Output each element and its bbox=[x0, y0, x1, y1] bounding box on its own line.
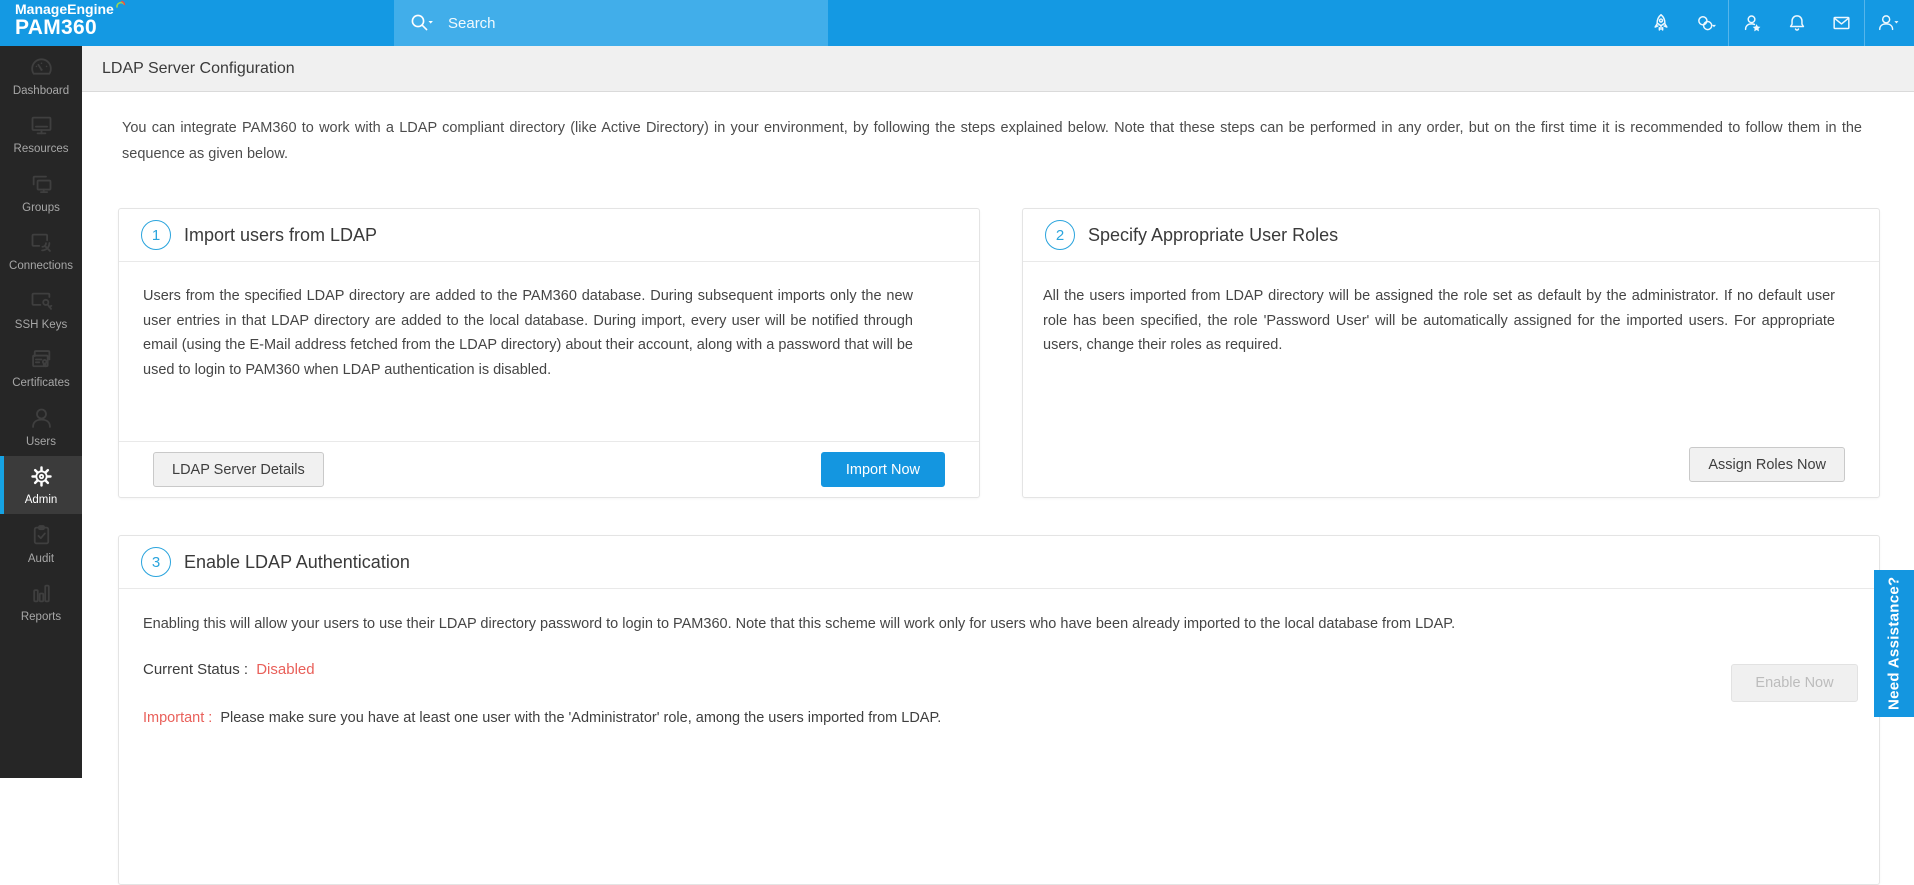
ssh-key-icon bbox=[28, 288, 55, 315]
topbar-icons bbox=[1638, 0, 1910, 46]
sidebar-item-label: Resources bbox=[13, 143, 69, 156]
step2-header bbox=[1023, 209, 1879, 262]
important-note-row bbox=[119, 678, 1879, 726]
bar-chart-icon bbox=[28, 580, 55, 607]
need-assistance-label: Need Assistance? bbox=[1885, 576, 1903, 711]
sidebar-item-connections[interactable] bbox=[0, 222, 82, 281]
user-menu-icon[interactable] bbox=[1865, 0, 1910, 46]
monitors-group-icon bbox=[28, 171, 55, 198]
sidebar-item-ssh-keys[interactable] bbox=[0, 280, 82, 339]
import-now-button[interactable]: Import Now bbox=[821, 452, 945, 487]
audit-clipboard-icon bbox=[28, 522, 55, 549]
step3-card bbox=[118, 535, 1880, 885]
status-value: Disabled bbox=[256, 661, 315, 678]
whats-new-rocket-icon[interactable] bbox=[1638, 0, 1683, 46]
sidebar-nav bbox=[0, 46, 82, 778]
step3-header bbox=[119, 536, 1879, 589]
sidebar-item-label: Reports bbox=[20, 611, 62, 624]
sidebar-item-reports[interactable] bbox=[0, 573, 82, 632]
enable-now-button[interactable]: Enable Now bbox=[1731, 664, 1858, 702]
sidebar-item-label: Dashboard bbox=[12, 84, 70, 97]
step2-number-badge: 2 bbox=[1045, 220, 1075, 250]
mail-icon[interactable] bbox=[1819, 0, 1864, 46]
brand-name: ManageEngine bbox=[15, 1, 114, 17]
sidebar-item-certificates[interactable] bbox=[0, 339, 82, 398]
sidebar-item-audit[interactable] bbox=[0, 514, 82, 573]
step2-title: Specify Appropriate User Roles bbox=[1088, 224, 1339, 245]
brand-swirl-icon bbox=[115, 0, 126, 11]
monitor-icon bbox=[28, 112, 55, 139]
step2-description: All the users imported from LDAP directory will be assigned the role set as default by the administrator. If no default user role has been specified, the role 'Password User' will be automatically assigned for the imported users. For appropriate users, change their roles as required. bbox=[1043, 288, 1835, 353]
page-title: LDAP Server Configuration bbox=[102, 59, 295, 77]
current-status-label: Current Status : bbox=[143, 661, 249, 678]
connection-satellite-icon bbox=[28, 229, 55, 256]
current-status-row bbox=[119, 635, 1879, 678]
important-text: Please make sure you have at least one user with the 'Administrator' role, among the users imported from LDAP. bbox=[220, 710, 942, 726]
gauge-icon bbox=[28, 54, 55, 81]
global-search bbox=[394, 0, 828, 46]
step3-title: Enable LDAP Authentication bbox=[184, 551, 410, 572]
search-input[interactable] bbox=[448, 15, 778, 32]
user-icon bbox=[28, 405, 55, 432]
step3-number-badge: 3 bbox=[141, 547, 171, 577]
sidebar-item-dashboard[interactable] bbox=[0, 46, 82, 105]
sidebar-item-users[interactable] bbox=[0, 397, 82, 456]
sidebar-item-resources[interactable] bbox=[0, 105, 82, 164]
page-header-bar bbox=[82, 46, 1914, 92]
certificate-icon bbox=[28, 346, 55, 373]
important-label: Important : bbox=[143, 710, 213, 726]
sidebar-item-label: Users bbox=[25, 435, 57, 448]
sidebar-item-label: SSH Keys bbox=[14, 318, 68, 331]
brand-logo[interactable] bbox=[15, 2, 126, 40]
sidebar-item-label: Certificates bbox=[12, 377, 70, 390]
notifications-bell-icon[interactable] bbox=[1774, 0, 1819, 46]
sidebar-item-label: Audit bbox=[27, 552, 55, 565]
assign-roles-now-button[interactable]: Assign Roles Now bbox=[1689, 447, 1845, 482]
step1-title: Import users from LDAP bbox=[184, 224, 378, 245]
brand-product: PAM360 bbox=[15, 16, 97, 40]
search-icon[interactable] bbox=[408, 11, 434, 35]
step1-header bbox=[119, 209, 979, 262]
need-assistance-tab[interactable] bbox=[1874, 570, 1914, 717]
sidebar-item-groups[interactable] bbox=[0, 163, 82, 222]
sidebar-item-label: Groups bbox=[22, 201, 60, 214]
quick-links-icon[interactable] bbox=[1683, 0, 1728, 46]
top-bar bbox=[0, 0, 1914, 46]
step1-footer bbox=[119, 441, 979, 497]
sidebar-item-admin[interactable] bbox=[0, 456, 82, 515]
step2-card bbox=[1022, 208, 1880, 498]
step1-number-badge: 1 bbox=[141, 220, 171, 250]
sidebar-item-label: Admin bbox=[24, 494, 58, 507]
step1-card bbox=[118, 208, 980, 498]
gear-icon bbox=[28, 463, 55, 490]
page-intro: You can integrate PAM360 to work with a LDAP compliant directory (like Active Directory) in your environment, by following the steps explained below. Note that these steps can be performed in any order, but on the first time it is recommended to follow them in the sequence as given below. bbox=[122, 120, 1862, 162]
step1-description: Users from the specified LDAP directory are added to the PAM360 database. During subsequent imports only the new user entries in that LDAP directory are added to the local database. During import, every user will be notified through email (using the E-Mail address fetched from the LDAP directory) about their account, along with a password that will be used to login to PAM360 when LDAP authentication is disabled. bbox=[143, 288, 913, 378]
step3-description: Enabling this will allow your users to use their LDAP directory password to login to PAM360. Note that this scheme will work only for users who have been already imported to the local database from LDAP. bbox=[143, 616, 1456, 632]
ldap-server-details-button[interactable]: LDAP Server Details bbox=[153, 452, 324, 487]
sidebar-item-label: Connections bbox=[9, 260, 73, 273]
user-role-star-icon[interactable] bbox=[1729, 0, 1774, 46]
main-content bbox=[82, 92, 1914, 778]
